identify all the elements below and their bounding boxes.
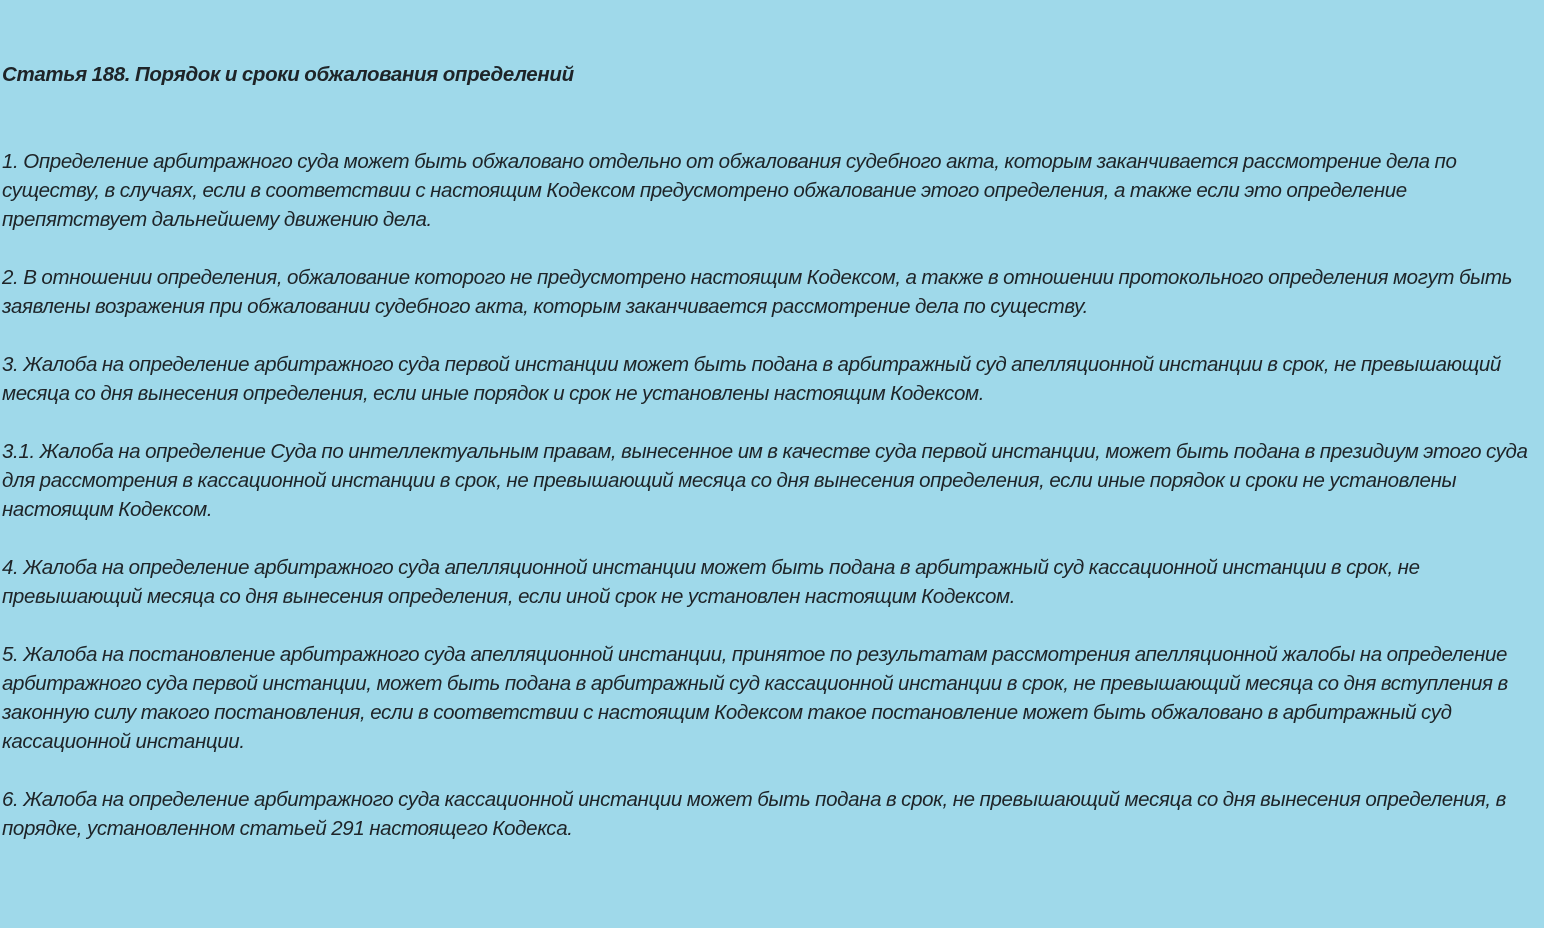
- article-paragraphs: [2, 147, 1534, 843]
- paragraph-2: 2. В отношении определения, обжалование которого не предусмотрено настоящим Кодексом, а также в отношении протокольного определения могут быть заявлены возражения при обжаловании судебного акта, которым заканчивается рассмотрение дела по существу.: [2, 266, 1513, 318]
- article-title: Статья 188. Порядок и сроки обжалования определений: [2, 63, 574, 86]
- paragraph-3: 3. Жалоба на определение арбитражного суда первой инстанции может быть подана в арбитражный суд апелляционной инстанции в срок, не превышающий месяца со дня вынесения определения, если иные порядок и срок не установлены настоящим Кодексом.: [2, 353, 1501, 405]
- paragraph-4: 4. Жалоба на определение арбитражного суда апелляционной инстанции может быть подана в арбитражный суд кассационной инстанции в срок, не превышающий месяца со дня вынесения определения, если иной срок не установлен настоящим Кодексом.: [2, 556, 1420, 608]
- paragraph-5: 5. Жалоба на постановление арбитражного суда апелляционной инстанции, принятое по результатам рассмотрения апелляционной жалобы на определение арбитражного суда первой инстанции, может быть подана в арбитражный суд кассационной инстанции в срок, не превышающий месяца со дня вступления в законную силу такого постановления, если в соответствии с настоящим Кодексом такое постановление может быть обжаловано в арбитражный суд кассационной инстанции.: [2, 643, 1508, 753]
- document-body: [2, 60, 1534, 872]
- paragraph-1: 1. Определение арбитражного суда может быть обжаловано отдельно от обжалования судебного акта, которым заканчивается рассмотрение дела по существу, в случаях, если в соответствии с настоящим Кодексом предусмотрено обжалование этого определения, а также если это определение препятствует дальнейшему движению дела.: [2, 150, 1457, 231]
- paragraph-6: 6. Жалоба на определение арбитражного суда кассационной инстанции может быть подана в срок, не превышающий месяца со дня вынесения определения, в порядке, установленном статьей 291 настоящего Кодекса.: [2, 788, 1506, 840]
- paragraph-3-1: 3.1. Жалоба на определение Суда по интеллектуальным правам, вынесенное им в качестве суда первой инстанции, может быть подана в президиум этого суда для рассмотрения в кассационной инстанции в срок, не превышающий месяца со дня вынесения определения, если иные порядок и сроки не установлены настоящим Кодексом.: [2, 440, 1528, 521]
